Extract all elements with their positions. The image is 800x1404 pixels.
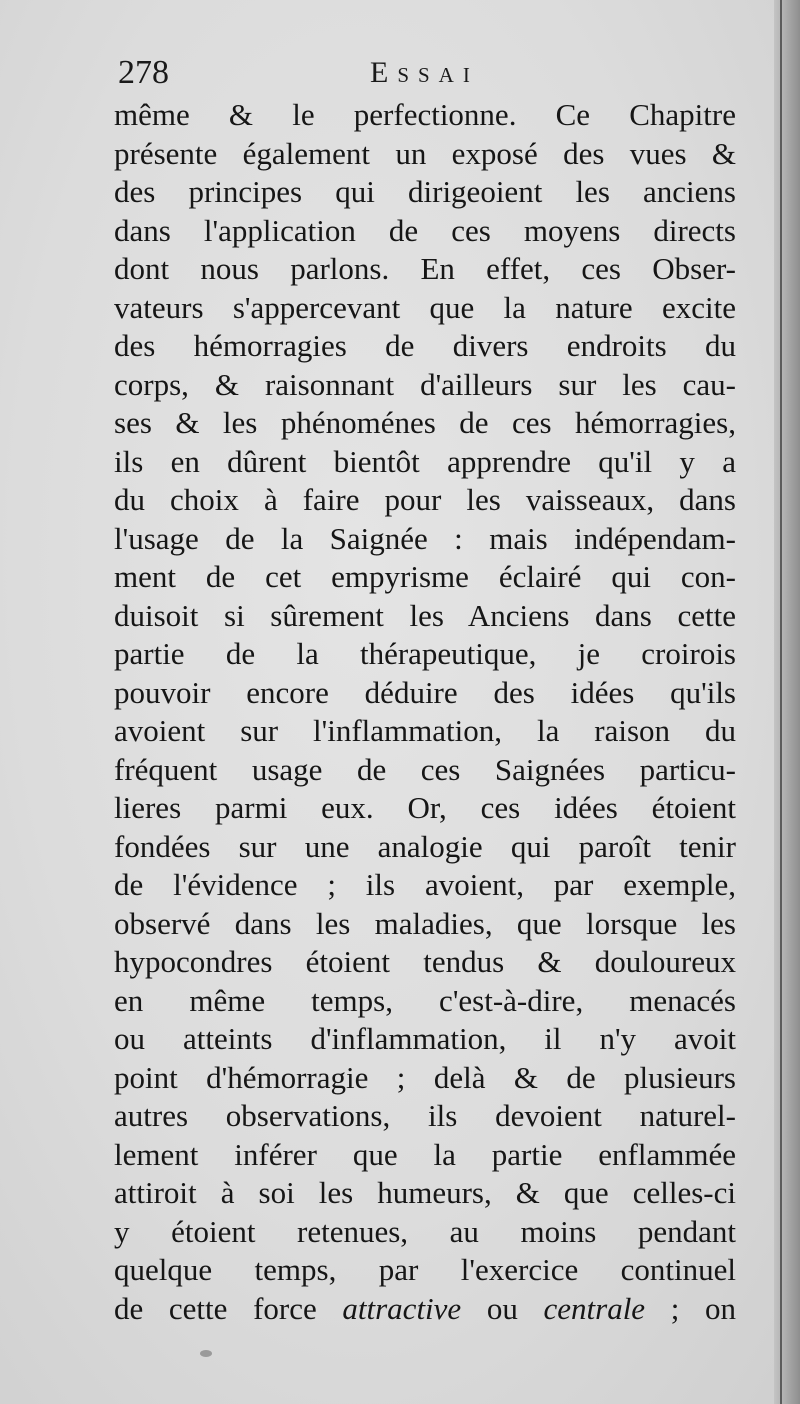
line-segment: dont nous parlons. En effet, ces Obser- (114, 251, 736, 286)
italic-term: centrale (543, 1290, 646, 1326)
text-line (114, 828, 736, 867)
line-segment: dans l'application de ces moyens directs (114, 212, 736, 248)
line-segment: présente également un exposé des vues & (114, 135, 736, 171)
text-line (114, 135, 736, 174)
text-line (114, 789, 736, 828)
line-segment: de cette force (114, 1290, 343, 1326)
line-segment: corps, & raisonnant d'ailleurs sur les cau- (114, 366, 736, 402)
line-segment: partie de la thérapeutique, je croirois (114, 636, 736, 671)
line-segment: du choix à faire pour les vaisseaux, dans (114, 482, 736, 517)
line-segment: fréquent usage de ces Saignées particu- (114, 751, 736, 787)
line-segment: quelque temps, par l'exercice continuel (114, 1252, 736, 1287)
page-number: 278 (118, 54, 169, 91)
line-segment: ses & les phénoménes de ces hémorragies, (114, 405, 736, 440)
line-segment: ou atteints d'inflammation, il n'y avoit (114, 1021, 736, 1056)
line-segment: ment de cet empyrisme éclairé qui con- (114, 559, 736, 594)
ink-speck (200, 1350, 212, 1357)
line-segment: y étoient retenues, au moins pendant (114, 1213, 736, 1249)
line-segment: lieres parmi eux. Or, ces idées étoient (114, 790, 736, 825)
line-segment: duisoit si sûrement les Anciens dans cette (114, 597, 736, 633)
line-segment: autres observations, ils devoient naturel- (114, 1098, 736, 1133)
text-line (114, 1251, 736, 1290)
line-segment: même & le perfectionne. Ce Chapitre (114, 97, 736, 132)
line-segment: fondées sur une analogie qui paroît tenir (114, 828, 736, 864)
line-segment: ; on (645, 1290, 736, 1326)
text-line (114, 212, 736, 251)
text-line (114, 250, 736, 289)
text-line (114, 866, 736, 905)
text-line (114, 1020, 736, 1059)
line-segment: ou (461, 1290, 544, 1326)
text-line (114, 1136, 736, 1175)
line-segment: hypocondres étoient tendus & douloureux (114, 944, 736, 979)
text-line (114, 635, 736, 674)
line-segment: des hémorragies de divers endroits du (114, 328, 736, 363)
text-line (114, 712, 736, 751)
line-segment: observé dans les maladies, que lorsque les (114, 905, 736, 941)
text-line (114, 327, 736, 366)
line-segment: vateurs s'appercevant que la nature excite (114, 289, 736, 325)
text-line (114, 1290, 736, 1329)
text-line (114, 443, 736, 482)
running-title: Essai (370, 56, 479, 89)
line-segment: avoient sur l'inflammation, la raison du (114, 713, 736, 748)
line-segment: lement inférer que la partie enflammée (114, 1136, 736, 1172)
text-line (114, 1213, 736, 1252)
text-line (114, 96, 736, 135)
text-line (114, 520, 736, 559)
gutter-edge-line (780, 0, 782, 1404)
text-line (114, 289, 736, 328)
line-segment: de l'évidence ; ils avoient, par exemple, (114, 867, 736, 902)
line-segment: ils en dûrent bientôt apprendre qu'il y a (114, 443, 736, 479)
text-line (114, 366, 736, 405)
text-line (114, 481, 736, 520)
body-text (114, 96, 736, 1328)
running-head (118, 54, 738, 98)
line-segment: l'usage de la Saignée : mais indépendam- (114, 520, 736, 556)
text-line (114, 1059, 736, 1098)
line-segment: en même temps, c'est-à-dire, menacés (114, 982, 736, 1018)
page-gutter (774, 0, 800, 1404)
line-segment: point d'hémorragie ; delà & de plusieurs (114, 1059, 736, 1095)
text-line (114, 943, 736, 982)
text-line (114, 982, 736, 1021)
line-segment: attiroit à soi les humeurs, & que celles-ci (114, 1175, 736, 1210)
text-line (114, 674, 736, 713)
text-line (114, 751, 736, 790)
text-line (114, 1174, 736, 1213)
text-line (114, 173, 736, 212)
text-line (114, 597, 736, 636)
text-line (114, 404, 736, 443)
line-segment: des principes qui dirigeoient les anciens (114, 174, 736, 209)
text-line (114, 905, 736, 944)
italic-term: attractive (342, 1290, 462, 1326)
text-line (114, 558, 736, 597)
line-segment: pouvoir encore déduire des idées qu'ils (114, 674, 736, 710)
text-line (114, 1097, 736, 1136)
